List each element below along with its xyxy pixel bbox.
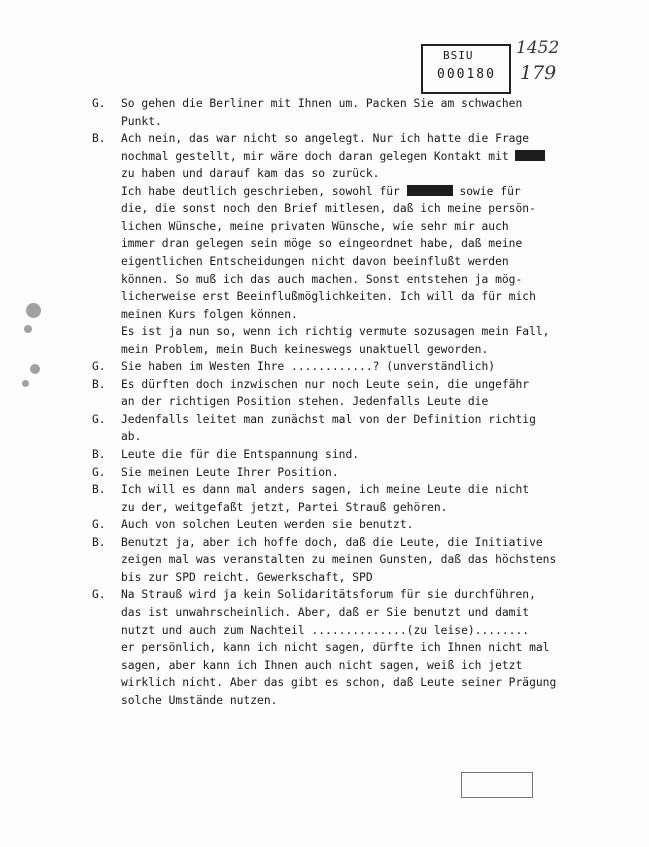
speaker-label: B. xyxy=(92,448,106,461)
speaker-label: G. xyxy=(92,412,106,426)
transcript-line: Ach nein, das war nicht so angelegt. Nur ich hatte die Frage xyxy=(121,132,530,146)
transcript-line: Ich will es dann mal anders sagen, ich meine Leute die nicht xyxy=(121,483,530,497)
transcript-line: Sie meinen Leute Ihrer Position. xyxy=(121,465,339,479)
redaction-bar xyxy=(407,185,453,196)
transcript-line: nutzt und auch zum Nachteil ..............(zu leise)........ xyxy=(121,623,530,637)
handwritten-number-bottom: 179 xyxy=(520,62,557,84)
transcript-line: bis zur SPD reicht. Gewerkschaft, SPD xyxy=(121,570,373,584)
transcript-line: wirklich nicht. Aber das gibt es schon, daß Leute seiner Prägung xyxy=(121,676,557,690)
speaker-label: G. xyxy=(92,588,106,602)
transcript-line: eigentlichen Entscheidungen nicht davon beeinflußt werden xyxy=(121,254,509,268)
transcript-line: Punkt. xyxy=(121,114,162,128)
speaker-label: B. xyxy=(92,483,106,497)
speaker-label: B. xyxy=(92,535,106,549)
transcript-line: nochmal gestellt, mir wäre doch daran gelegen Kontakt mit xyxy=(121,150,545,164)
transcript-line: licherweise erst Beeinflußmöglichkeiten. Ich will da für mich xyxy=(121,290,536,304)
transcript-line: Es dürften doch inzwischen nur noch Leute sein, die ungefähr xyxy=(121,377,530,391)
transcript-line: Jedenfalls leitet man zunächst mal von der Definition richtig xyxy=(121,412,536,426)
archive-stamp xyxy=(421,44,511,94)
transcript-line: zeigen mal was veranstalten zu meinen Gunsten, daß das höchstens xyxy=(121,553,557,567)
transcript-line: er persönlich, kann ich nicht sagen, dürfte ich Ihnen nicht mal xyxy=(121,641,550,655)
ink-blot xyxy=(26,303,41,318)
speaker-label: B. xyxy=(92,377,106,391)
transcript-line: an der richtigen Position stehen. Jedenfalls Leute die xyxy=(121,395,489,409)
transcript-line: meinen Kurs folgen können. xyxy=(121,307,298,321)
stamp-label: BSIU xyxy=(443,49,474,62)
speaker-label: B. xyxy=(92,132,106,146)
transcript-line: So gehen die Berliner mit Ihnen um. Packen Sie am schwachen xyxy=(121,97,523,110)
transcript-line: können. So muß ich das auch machen. Sonst entstehen ja mög- xyxy=(121,272,523,286)
stamp-number: 000180 xyxy=(437,67,496,82)
transcript-line: Es ist ja nun so, wenn ich richtig vermute sozusagen mein Fall, xyxy=(121,325,550,339)
transcript-line: mein Problem, mein Buch keineswegs unaktuell geworden. xyxy=(121,342,489,356)
speaker-label: G. xyxy=(92,518,106,532)
speaker-label: G. xyxy=(92,465,106,479)
transcript-line: Na Strauß wird ja kein Solidaritätsforum für sie durchführen, xyxy=(121,588,536,602)
transcript-line: ab. xyxy=(121,430,142,444)
transcript-line: die, die sonst noch den Brief mitlesen, daß ich meine persön- xyxy=(121,202,536,216)
transcript-line: solche Umstände nutzen. xyxy=(121,693,278,707)
transcript-line: Sie haben im Westen Ihre ............? (unverständlich) xyxy=(121,360,496,374)
ink-blot xyxy=(24,325,32,333)
ink-blot xyxy=(22,380,29,387)
transcript-line: zu der, weitgefaßt jetzt, Partei Strauß gehören. xyxy=(121,500,448,514)
transcript-line: zu haben und darauf kam das so zurück. xyxy=(121,167,380,181)
transcript-line: immer dran gelegen sein möge so eingeordnet habe, daß meine xyxy=(121,237,523,251)
transcript-line: Leute die für die Entspannung sind. xyxy=(121,448,360,461)
transcript-line: lichen Wünsche, meine privaten Wünsche, wie sehr mir auch xyxy=(121,219,509,233)
handwritten-number-top: 1452 xyxy=(516,38,560,58)
ink-blot xyxy=(30,364,40,374)
speaker-label: G. xyxy=(92,97,106,110)
redaction-bar xyxy=(515,150,545,161)
speaker-label: G. xyxy=(92,360,106,374)
transcript-line: Ich habe deutlich geschrieben, sowohl für sowie für xyxy=(121,184,521,198)
transcript-line: sagen, aber kann ich Ihnen auch nicht sagen, weiß ich jetzt xyxy=(121,658,523,672)
transcript-line: das ist unwahrscheinlich. Aber, daß er Sie benutzt und damit xyxy=(121,605,530,619)
footer-stamp xyxy=(461,772,533,798)
transcript-line: Benutzt ja, aber ich hoffe doch, daß die Leute, die Initiative xyxy=(121,535,543,549)
transcript-line: Auch von solchen Leuten werden sie benutzt. xyxy=(121,518,414,532)
